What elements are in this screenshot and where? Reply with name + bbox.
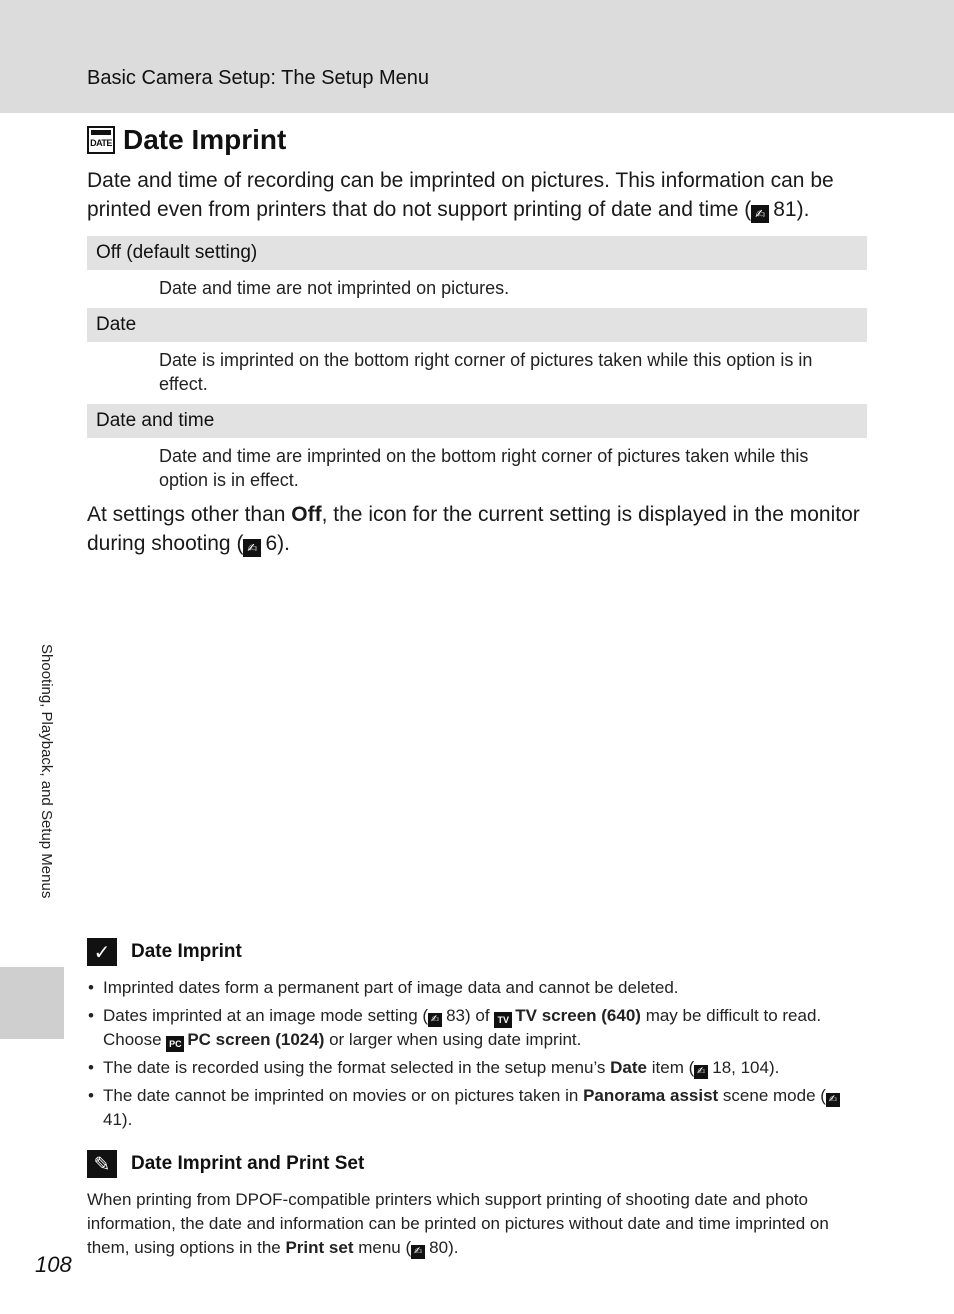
settings-note-paragraph: At settings other than Off, the icon for the current setting is displayed in the monitor during shooting ( ✍ 6). [87, 503, 860, 555]
note-body: When printing from DPOF-compatible printers which support printing of shooting date and photo information, the date and information can be printed on pictures without date and time imprinted on them, using options in the Print set menu ( ✍ 80). [87, 1190, 829, 1257]
page-reference-icon: ✍ [428, 1013, 442, 1027]
section-title: Basic Camera Setup: The Setup Menu [87, 67, 430, 89]
note-print-set [87, 1150, 872, 1260]
check-icon: ✓ [87, 938, 117, 966]
list-item: • The date cannot be imprinted on movies or on pictures taken in Panorama assist scene mode ( ✍41). [87, 1084, 872, 1132]
note-date-imprint [87, 938, 872, 1136]
list-item: • The date is recorded using the format selected in the setup menu’s Date item ( ✍ 18, 104). [87, 1056, 872, 1080]
pencil-icon: ✎ [87, 1150, 117, 1178]
note-title: Date Imprint [131, 941, 242, 962]
intro-paragraph: Date and time of recording can be imprinted on pictures. This information can be printed even from printers that do not support printing of date and time ( ✍ 81). [87, 169, 834, 221]
side-section-tab [0, 967, 64, 1039]
option-description: Date and time are imprinted on the bottom right corner of pictures taken while this option is in effect. [159, 446, 809, 490]
option-label: Off (default setting) [87, 236, 867, 270]
option-label: Date [87, 308, 867, 342]
options-table [87, 236, 867, 500]
option-description: Date and time are not imprinted on pictures. [159, 278, 510, 298]
page-title-text: Date Imprint [123, 124, 287, 155]
date-icon: DATE [87, 126, 115, 154]
side-section-label: Shooting, Playback, and Setup Menus [38, 644, 55, 899]
pc-mode-icon: PC [166, 1036, 184, 1052]
note-title: Date Imprint and Print Set [131, 1153, 365, 1174]
page-number: 108 [35, 1252, 72, 1277]
header-band [0, 0, 954, 113]
page-reference-icon: ✍ [243, 539, 261, 557]
page-title [87, 124, 286, 156]
page-reference-icon: ✍ [751, 205, 769, 223]
list-item: • Dates imprinted at an image mode setting ( ✍ 83) of TV TV screen (640) may be difficult to read. Choose PC PC screen (1024) or larger when using date imprint. [87, 1004, 872, 1052]
page-reference-icon: ✍ [694, 1065, 708, 1079]
list-item: • Imprinted dates form a permanent part of image data and cannot be deleted. [87, 976, 872, 1000]
page-reference-icon: ✍ [826, 1093, 840, 1107]
option-label: Date and time [87, 404, 867, 438]
page-reference-icon: ✍ [411, 1245, 425, 1259]
page-reference[interactable]: 6 [265, 532, 278, 555]
page-reference[interactable]: 81 [773, 198, 797, 221]
tv-mode-icon: TV [494, 1012, 512, 1028]
option-description: Date is imprinted on the bottom right corner of pictures taken while this option is in effect. [159, 350, 813, 394]
